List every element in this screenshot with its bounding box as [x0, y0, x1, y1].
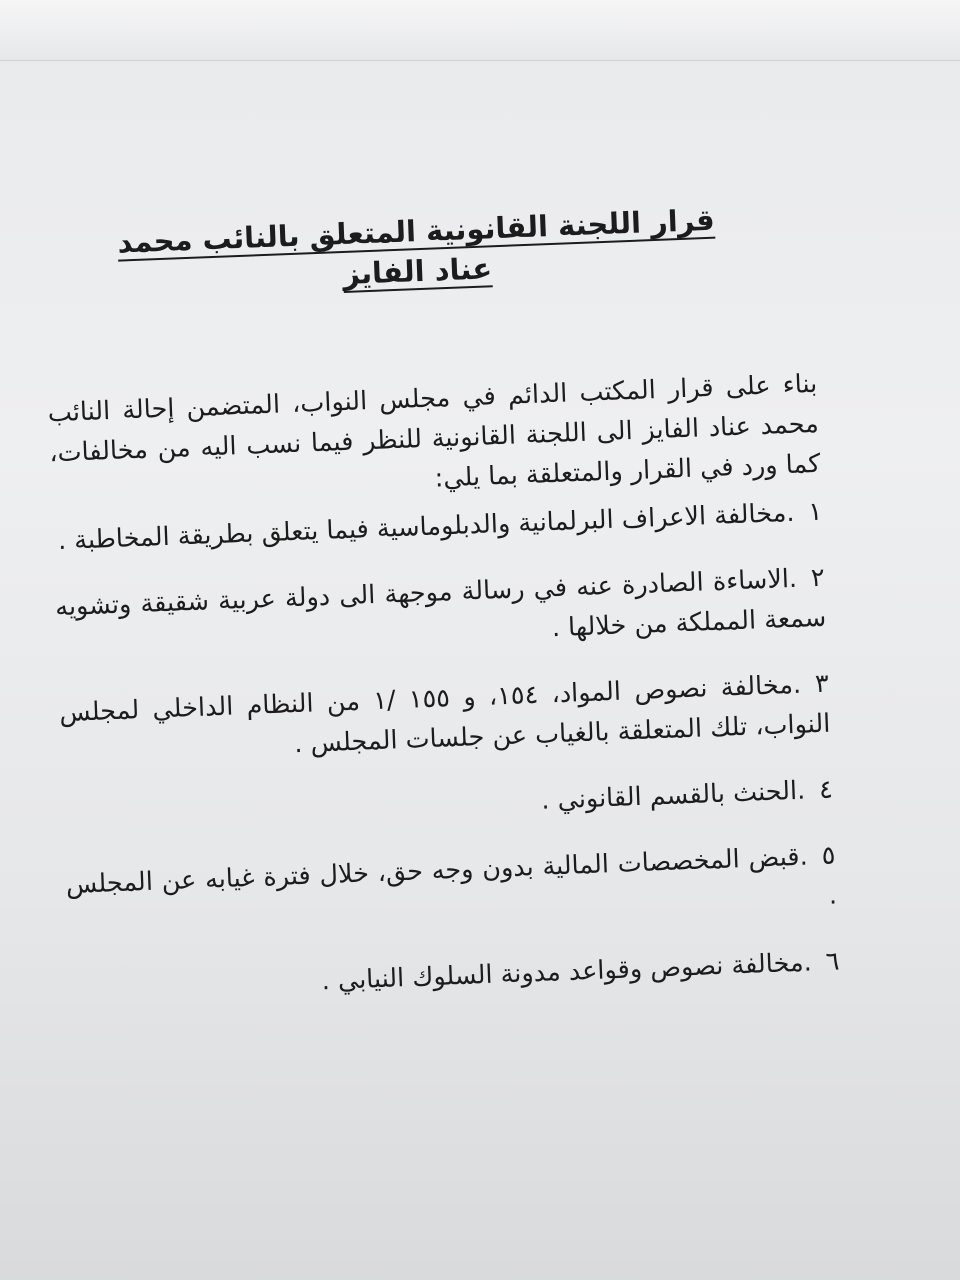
item-number: ٣: [814, 668, 830, 700]
item-text: .مخالفة نصوص وقواعد مدونة السلوك النيابي .: [321, 947, 813, 997]
item-text: .مخالفة الاعراف البرلمانية والدبلوماسية فيما يتعلق بطريقة المخاطبة .: [57, 497, 796, 557]
intro-paragraph: بناء على قرار المكتب الدائم في مجلس النواب، المتضمن إحالة النائب محمد عناد الفايز الى اللجنة القانونية للنظر فيما نسب اليه من مخالفات، كما ورد في القرار والمتعلقة بما يلي:: [47, 368, 821, 494]
item-text: .الحنث بالقسم القانوني .: [540, 775, 806, 816]
list-item: [65, 836, 838, 945]
paper-fold: [0, 0, 960, 61]
item-text: .مخالفة نصوص المواد، ١٥٤، و ١٥٥ /١ من النظام الداخلي لمجلس النواب، تلك المتعلقة بالغياب عن جلسات المجلس .: [58, 669, 831, 760]
item-number: ٦: [825, 946, 840, 977]
item-number: ٢: [810, 562, 826, 594]
item-number: ٤: [818, 774, 834, 806]
item-text: .قبض المخصصات المالية بدون وجه حق، خلال فترة غيابه عن المجلس .: [65, 841, 838, 911]
item-number: ١: [807, 496, 823, 528]
list-item: [59, 664, 832, 773]
document-body: [41, 196, 842, 1039]
list-item: [63, 770, 834, 840]
item-number: ٥: [821, 840, 836, 872]
document-title: قرار اللجنة القانونية المتعلق بالنائب محمد عناد الفايز: [116, 202, 716, 291]
list-item: [54, 558, 827, 667]
list-item: [69, 941, 840, 1011]
item-text: .الاساءة الصادرة عنه في رسالة موجهة الى دولة عربية شقيقة وتشويه سمعة المملكة من خلالها .: [54, 563, 827, 644]
violations-list: [52, 492, 840, 1011]
